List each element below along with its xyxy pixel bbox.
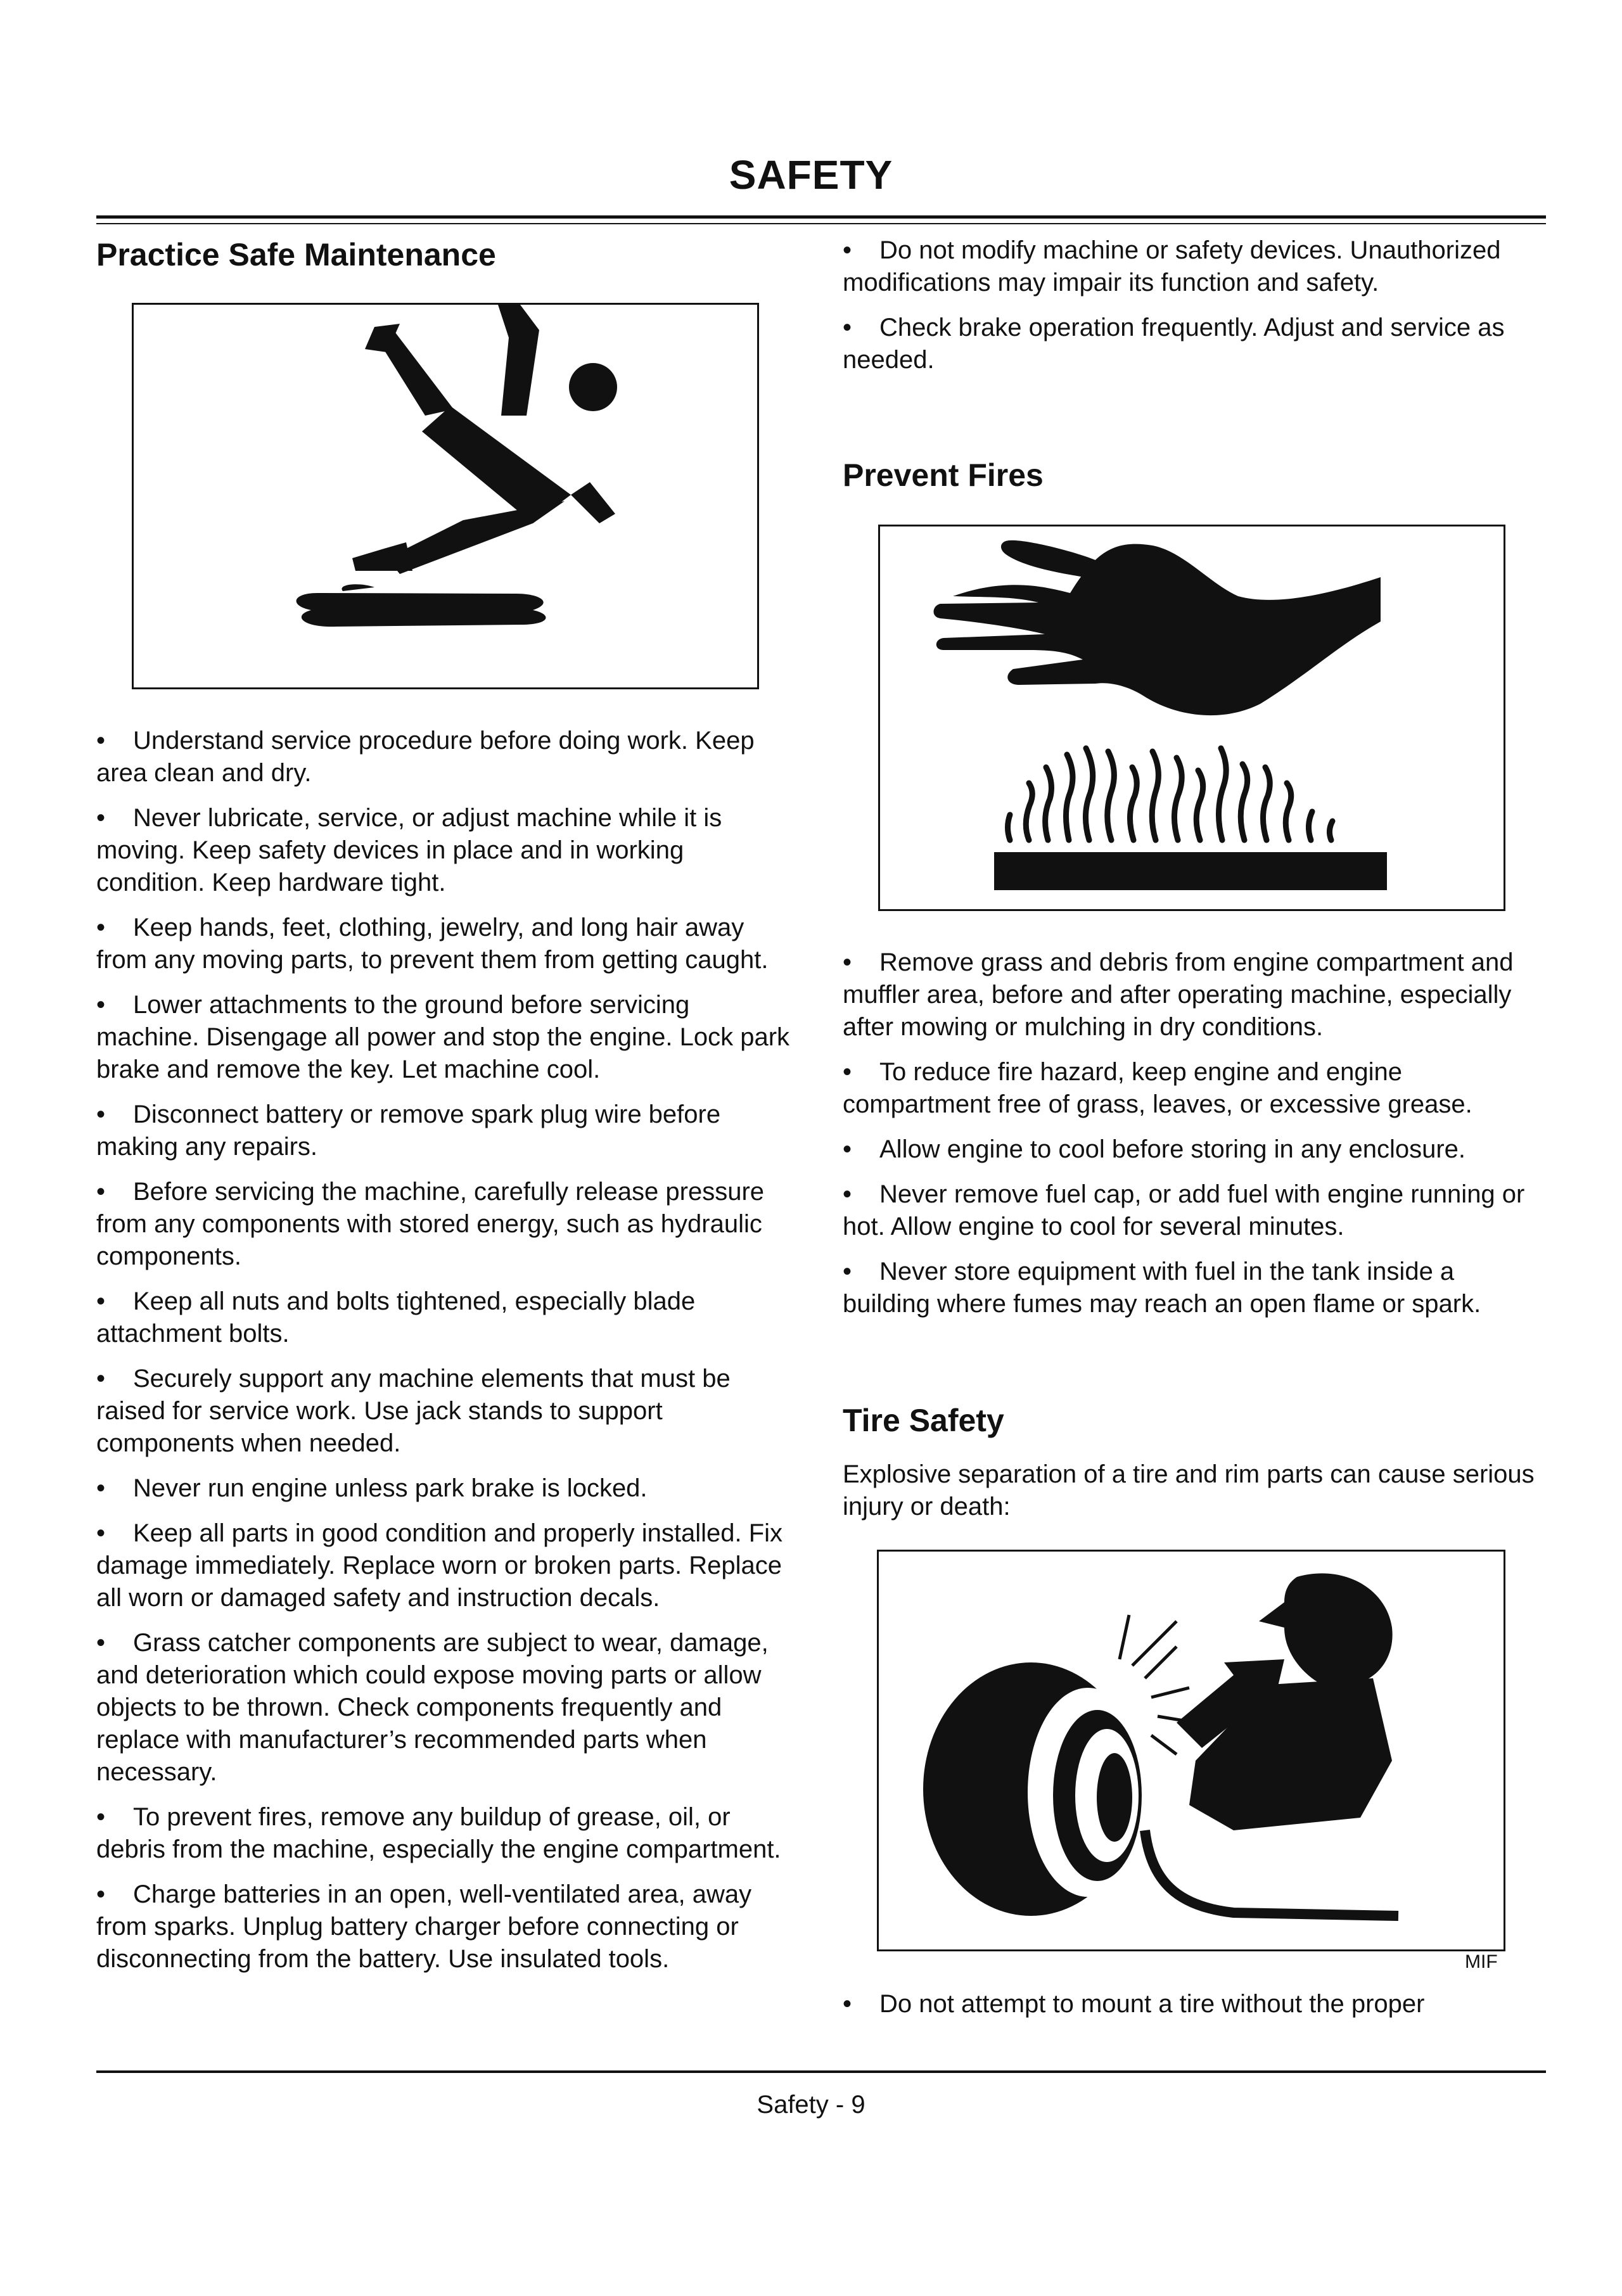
list-item: • Never remove fuel cap, or add fuel with engine running or hot. Allow engine to cool for several minutes. [843,1180,1525,1240]
list-item: • Keep all parts in good condition and properly installed. Fix damage immediately. Replace worn or broken parts. Replace all worn or damaged safety and instruction decals. [96,1519,783,1612]
list-item: • Allow engine to cool before storing in any enclosure. [843,1135,1466,1163]
figure-code: MIF [1465,1951,1498,1972]
list-item: • Disconnect battery or remove spark plug wire before making any repairs. [96,1100,721,1161]
list-item: • Never lubricate, service, or adjust machine while it is moving. Keep safety devices in place and in working condition. Keep hardware tight. [96,804,722,896]
list-item: • Never run engine unless park brake is locked. [96,1474,648,1502]
fires-heading-block [843,456,1540,494]
list-item: • To prevent fires, remove any buildup of grease, oil, or debris from the machine, especially the engine compartment. [96,1803,781,1863]
list-item: • Check brake operation frequently. Adjust and service as needed. [843,314,1505,374]
tire-intro: Explosive separation of a tire and rim parts can cause serious injury or death: [843,1460,1535,1521]
fires-bullet-list [843,947,1540,1320]
tire-heading-block [843,1401,1540,1439]
list-item: • Before servicing the machine, carefully release pressure from any components with stored energy, such as hydraulic components. [96,1178,765,1270]
header-rule-thick [96,215,1546,219]
list-item: • Keep all nuts and bolts tightened, especially blade attachment bolts. [96,1287,696,1348]
list-item: • Securely support any machine elements that must be raised for service work. Use jack stands to support components when needed. [96,1365,731,1457]
section-heading-tire: Tire Safety [843,1403,1004,1438]
hand-over-flame-icon [880,526,1504,909]
list-item: • Remove grass and debris from engine compartment and muffler area, before and after operating machine, especially after mowing or mulching in dry conditions. [843,948,1514,1041]
list-item: • Charge batteries in an open, well-ventilated area, away from sparks. Unplug battery charger before connecting or disconnecting from the battery. Use insulated tools. [96,1880,752,1973]
list-item: • Keep hands, feet, clothing, jewelry, and long hair away from any moving parts, to prevent them from getting caught. [96,914,769,974]
left-heading-block [96,236,793,274]
tire-explosion-icon [879,1552,1504,1949]
list-item: • Grass catcher components are subject to wear, damage, and deterioration which could expose moving parts or allow objects to be thrown. Check components frequently and replace with manufacturer’s recommended parts when necessary. [96,1629,769,1786]
right-top-bullets [843,234,1540,376]
section-heading-maintenance: Practice Safe Maintenance [96,237,496,272]
list-item: • Never store equipment with fuel in the tank inside a building where fumes may reach an open flame or spark. [843,1258,1481,1318]
footer-rule [96,2070,1546,2073]
page-number: Safety - 9 [757,2091,865,2119]
list-item: • To reduce fire hazard, keep engine and engine compartment free of grass, leaves, or excessive grease. [843,1058,1472,1118]
tire-bullet-list [843,1988,1540,2020]
list-item: • Understand service procedure before doing work. Keep area clean and dry. [96,727,755,787]
list-item: • Do not attempt to mount a tire without the proper [843,1990,1425,2018]
fire-hazard-figure [878,525,1505,911]
section-heading-fires: Prevent Fires [843,457,1044,493]
header-rule-thin [96,223,1546,224]
list-item: • Lower attachments to the ground before servicing machine. Disengage all power and stop the engine. Lock park brake and remove the key. Let machine cool. [96,991,790,1083]
list-item: • Do not modify machine or safety devices. Unauthorized modifications may impair its function and safety. [843,236,1501,297]
slip-hazard-figure [132,303,759,689]
tire-hazard-figure [877,1550,1505,1951]
left-bullet-list [96,725,793,1975]
person-slipping-icon [134,305,757,687]
page-title: SAFETY [729,152,893,198]
